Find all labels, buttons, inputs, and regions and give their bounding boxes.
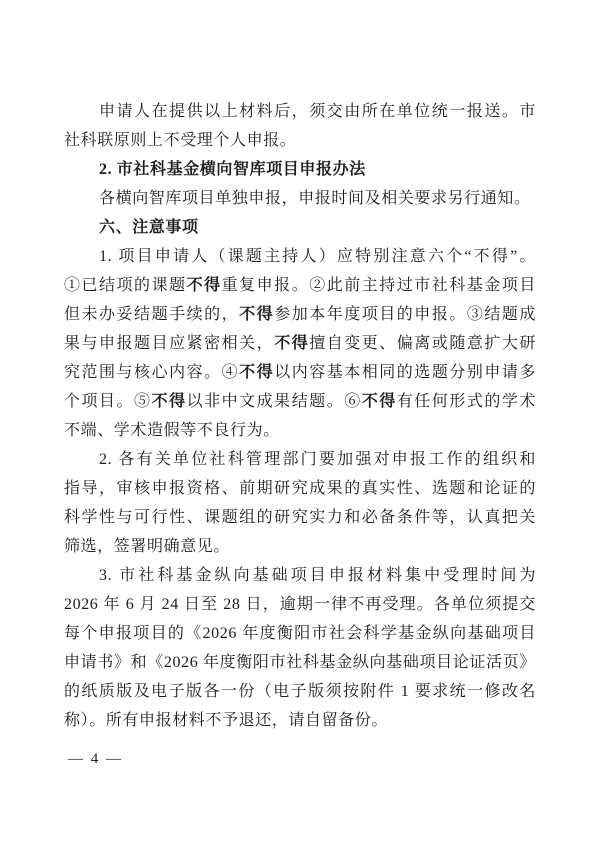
text-run: 但未办妥结题手续的， bbox=[64, 306, 240, 323]
para-item2-line-3 bbox=[64, 503, 536, 532]
para-item1-line-6 bbox=[64, 387, 536, 416]
para-item3-line-1 bbox=[64, 561, 536, 590]
para-item1-line-5 bbox=[64, 358, 536, 387]
text-run: 果与申报题目应紧密相关， bbox=[64, 335, 275, 352]
para-item1-line-1 bbox=[64, 242, 536, 271]
emphasis-text: 不得 bbox=[239, 306, 275, 323]
para-item3-line-4 bbox=[64, 648, 536, 677]
text-run: 筛选，签署明确意见。 bbox=[64, 538, 231, 555]
text-run: 有任何形式的学术 bbox=[396, 393, 536, 410]
emphasis-text: 不得 bbox=[361, 393, 397, 410]
para-item3-line-3 bbox=[64, 619, 536, 648]
text-run: 3. 市社科基金纵向基础项目申报材料集中受理时间为 bbox=[99, 567, 536, 584]
para-item1-line-7 bbox=[64, 416, 536, 445]
para-item2-line-1 bbox=[64, 445, 536, 474]
para-item1-line-4 bbox=[64, 329, 536, 358]
text-run: 社科联原则上不受理个人申报。 bbox=[64, 132, 297, 149]
text-run: 以非中文成果结题。⑥ bbox=[186, 393, 362, 410]
text-run: 擅自变更、偏离或随意扩大研 bbox=[309, 335, 536, 352]
text-run: 2. 各有关单位社科管理部门要加强对申报工作的组织和 bbox=[99, 451, 536, 468]
emphasis-text: 不得 bbox=[186, 277, 222, 294]
text-run: 2026 年 6 月 24 日至 28 日，逾期一律不再受理。各单位须提交 bbox=[64, 596, 536, 613]
text-run: 称）。所有申报材料不予退还，请自留备份。 bbox=[64, 712, 389, 729]
para-item1-line-3 bbox=[64, 300, 536, 329]
subsection-heading-thinktank bbox=[64, 155, 536, 184]
page-number: — 4 — bbox=[68, 751, 123, 767]
text-run: 以内容基本相同的选题分别申请多 bbox=[274, 364, 536, 381]
para-item3-line-6 bbox=[64, 706, 536, 735]
text-run: 不端、学术造假等不良行为。 bbox=[64, 422, 280, 439]
emphasis-text: 不得 bbox=[274, 335, 310, 352]
text-run: 各横向智库项目单独申报，申报时间及相关要求另行通知。 bbox=[99, 190, 531, 207]
para-item2-line-2 bbox=[64, 474, 536, 503]
para-item3-line-5 bbox=[64, 677, 536, 706]
para-item1-line-2 bbox=[64, 271, 536, 300]
text-run: ①已结项的课题 bbox=[64, 277, 187, 294]
text-run: 的纸质版及电子版各一份（电子版须按附件 1 要求统一修改名 bbox=[64, 683, 536, 700]
emphasis-text: 六、注意事项 bbox=[99, 219, 199, 236]
emphasis-text: 不得 bbox=[151, 393, 187, 410]
section-heading-attention bbox=[64, 213, 536, 242]
text-run: 究范围与核心内容。④ bbox=[64, 364, 240, 381]
emphasis-text: 2. 市社科基金横向智库项目申报办法 bbox=[99, 161, 366, 178]
para-item2-line-4 bbox=[64, 532, 536, 561]
text-run: 个项目。⑤ bbox=[64, 393, 152, 410]
para-submission-line-1 bbox=[64, 97, 536, 126]
para-thinktank bbox=[64, 184, 536, 213]
text-run: 申请书》和《2026 年度衡阳市社科基金纵向基础项目论证活页》 bbox=[64, 654, 536, 671]
para-submission-line-2 bbox=[64, 126, 536, 155]
emphasis-text: 不得 bbox=[239, 364, 275, 381]
text-run: 每个申报项目的《2026 年度衡阳市社会科学基金纵向基础项目 bbox=[64, 625, 536, 642]
text-run: 1. 项目申请人（课题主持人）应特别注意六个“不得”。 bbox=[99, 248, 536, 265]
text-run: 指导，审核申报资格、前期研究成果的真实性、选题和论证的 bbox=[64, 480, 536, 497]
document-body bbox=[64, 97, 536, 735]
text-run: 参加本年度项目的申报。③结题成 bbox=[274, 306, 536, 323]
text-run: 申请人在提供以上材料后，须交由所在单位统一报送。市 bbox=[99, 103, 536, 120]
text-run: 科学性与可行性、课题组的研究实力和必备条件等，认真把关 bbox=[64, 509, 536, 526]
text-run: 重复申报。②此前主持过市社科基金项目 bbox=[221, 277, 536, 294]
para-item3-line-2 bbox=[64, 590, 536, 619]
